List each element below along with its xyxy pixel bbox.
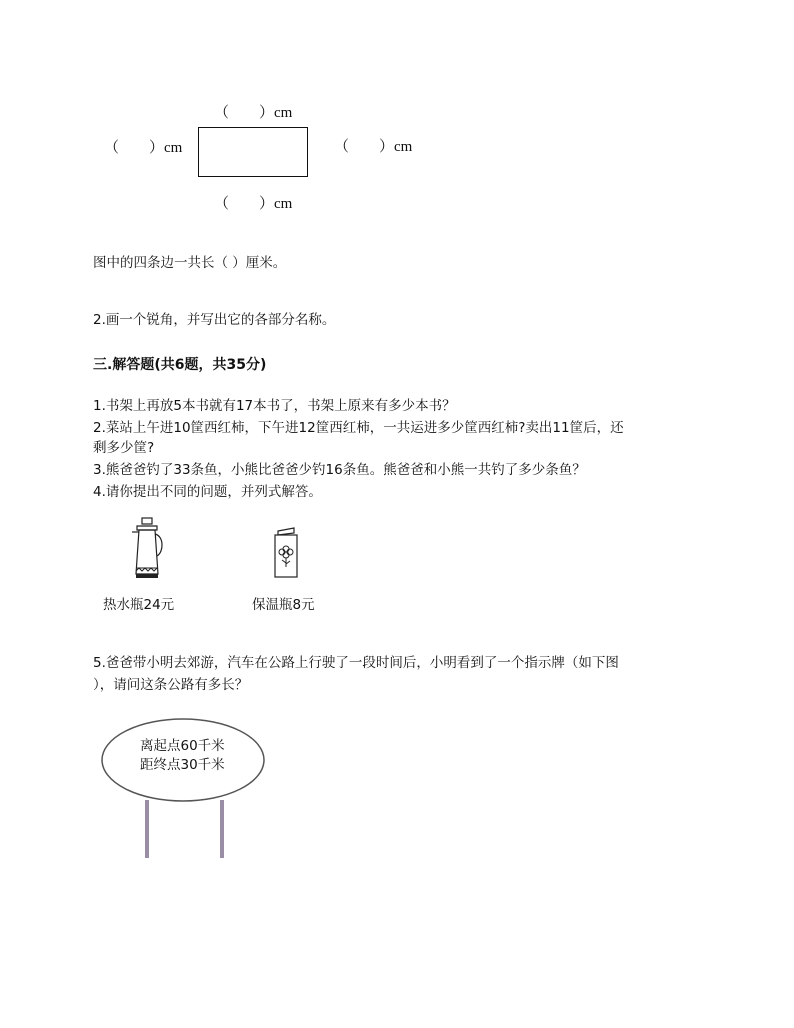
sign-line-2: 距终点30千米	[140, 757, 225, 773]
section-heading: 三.解答题(共6题，共35分)	[93, 357, 267, 373]
question-4: 4.请你提出不同的问题，并列式解答。	[93, 484, 322, 500]
perimeter-question: 图中的四条边一共长（ ）厘米。	[93, 255, 287, 271]
question-1: 1.书架上再放5本书就有17本书了，书架上原来有多少本书？	[93, 398, 456, 414]
sign-line-1: 离起点60千米	[140, 738, 225, 754]
question-2-line1: 2.菜站上午进10筐西红柿，下午进12筐西红柿，一共运进多少筐西红柿?卖出11筐后，还	[93, 420, 624, 436]
question-5-line1: 5.爸爸带小明去郊游，汽车在公路上行驶了一段时间后，小明看到了一个指示牌（如下图	[93, 655, 619, 671]
label-left: （ ）cm	[104, 140, 183, 156]
draw-angle-question: 2.画一个锐角，并写出它的各部分名称。	[93, 312, 336, 328]
question-2-line2: 剩多少筐?	[93, 440, 155, 456]
bottle-caption: 保温瓶8元	[252, 597, 315, 613]
thermos-caption: 热水瓶24元	[103, 597, 175, 613]
label-bottom: （ ）cm	[214, 196, 293, 212]
rectangle-figure	[198, 127, 308, 177]
label-top: （ ）cm	[214, 105, 293, 121]
question-3: 3.熊爸爸钓了33条鱼，小熊比爸爸少钓16条鱼。熊爸爸和小熊一共钓了多少条鱼？	[93, 462, 586, 478]
question-5-line2: ），请问这条公路有多长？	[93, 677, 249, 693]
thermos-icon	[128, 516, 168, 582]
label-right: （ ）cm	[334, 139, 413, 155]
insulated-bottle-icon	[272, 527, 302, 579]
